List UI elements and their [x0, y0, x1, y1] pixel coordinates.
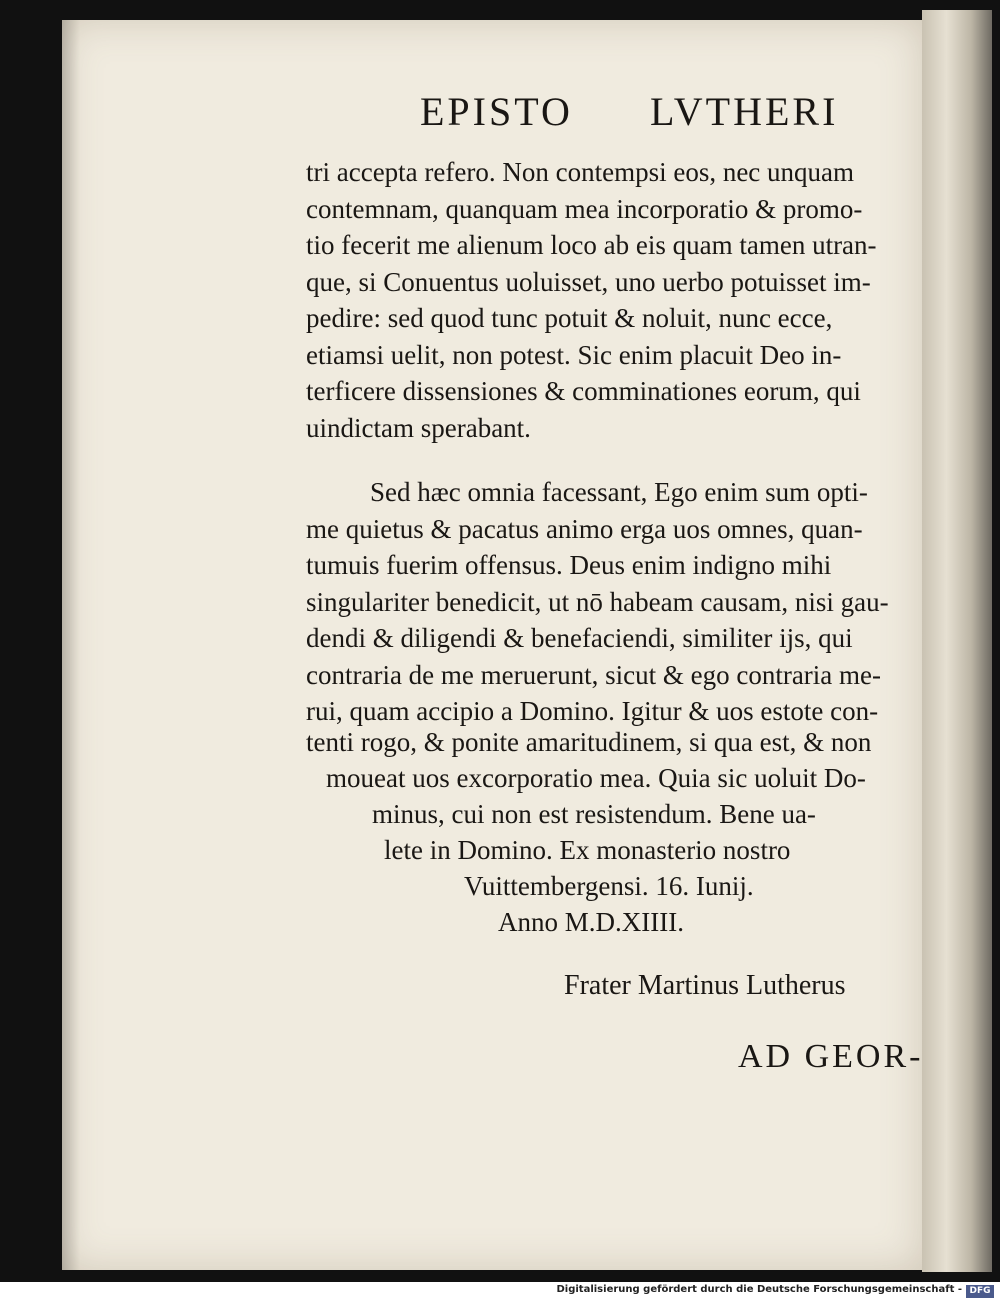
text-line: tumuis fuerim offensus. Deus enim indigno mihi [306, 550, 832, 580]
text-line: pedire: sed quod tunc potuit & noluit, nunc ecce, [306, 303, 833, 333]
paragraph-2 [306, 474, 956, 730]
text-line: terficere dissensiones & comminationes eorum, qui [306, 376, 861, 406]
closing-line: minus, cui non est resistendum. Bene ua- [372, 799, 816, 829]
funding-notice: Digitalisierung gefördert durch die Deutsche Forschungsgemeinschaft - [556, 1284, 962, 1295]
text-line: me quietus & pacatus animo erga uos omnes, quan- [306, 513, 863, 544]
text-line: tri accepta refero. Non contempsi eos, nec unquam [306, 157, 855, 187]
closing-line: Anno M.D.XIIII. [498, 907, 684, 937]
text-line: singulariter benedicit, ut nō habeam causam, nisi gau- [306, 586, 889, 617]
closing-line: moueat uos excorporatio mea. Quia sic uoluit Do- [326, 763, 866, 793]
running-header [62, 88, 922, 148]
text-line: uindictam sperabant. [306, 412, 531, 443]
header-left: EPISTO [420, 89, 573, 134]
closing-line: lete in Domino. Ex monasterio nostro [384, 835, 791, 865]
closing-line: Vuittembergensi. 16. Iunij. [464, 871, 754, 901]
text-line: rui, quam accipio a Domino. Igitur & uos estote con- [306, 696, 879, 726]
footer-bar [0, 1282, 1000, 1301]
closing-line: tenti rogo, & ponite amaritudinem, si qua est, & non [306, 727, 872, 757]
catchword: AD GEOR- [738, 1038, 924, 1075]
gutter-shadow [62, 20, 80, 1270]
text-line: contemnam, quanquam mea incorporatio & promo- [306, 193, 863, 224]
header-right: LVTHERI [650, 89, 839, 134]
text-line: contraria de me meruerunt, sicut & ego contraria me- [306, 659, 882, 690]
text-line: Sed hæc omnia facessant, Ego enim sum opti- [370, 477, 868, 507]
dfg-logo-icon: DFG [966, 1285, 994, 1298]
text-line: etiamsi uelit, non potest. Sic enim placuit Deo in- [306, 339, 842, 370]
signature: Frater Martinus Lutherus [564, 970, 846, 1001]
text-line: dendi & diligendi & benefaciendi, similiter ijs, qui [306, 623, 853, 653]
paragraph-1 [306, 154, 956, 446]
text-line: que, si Conuentus uoluisset, uno uerbo potuisset im- [306, 266, 871, 297]
text-line: tio fecerit me alienum loco ab eis quam tamen utran- [306, 230, 877, 260]
